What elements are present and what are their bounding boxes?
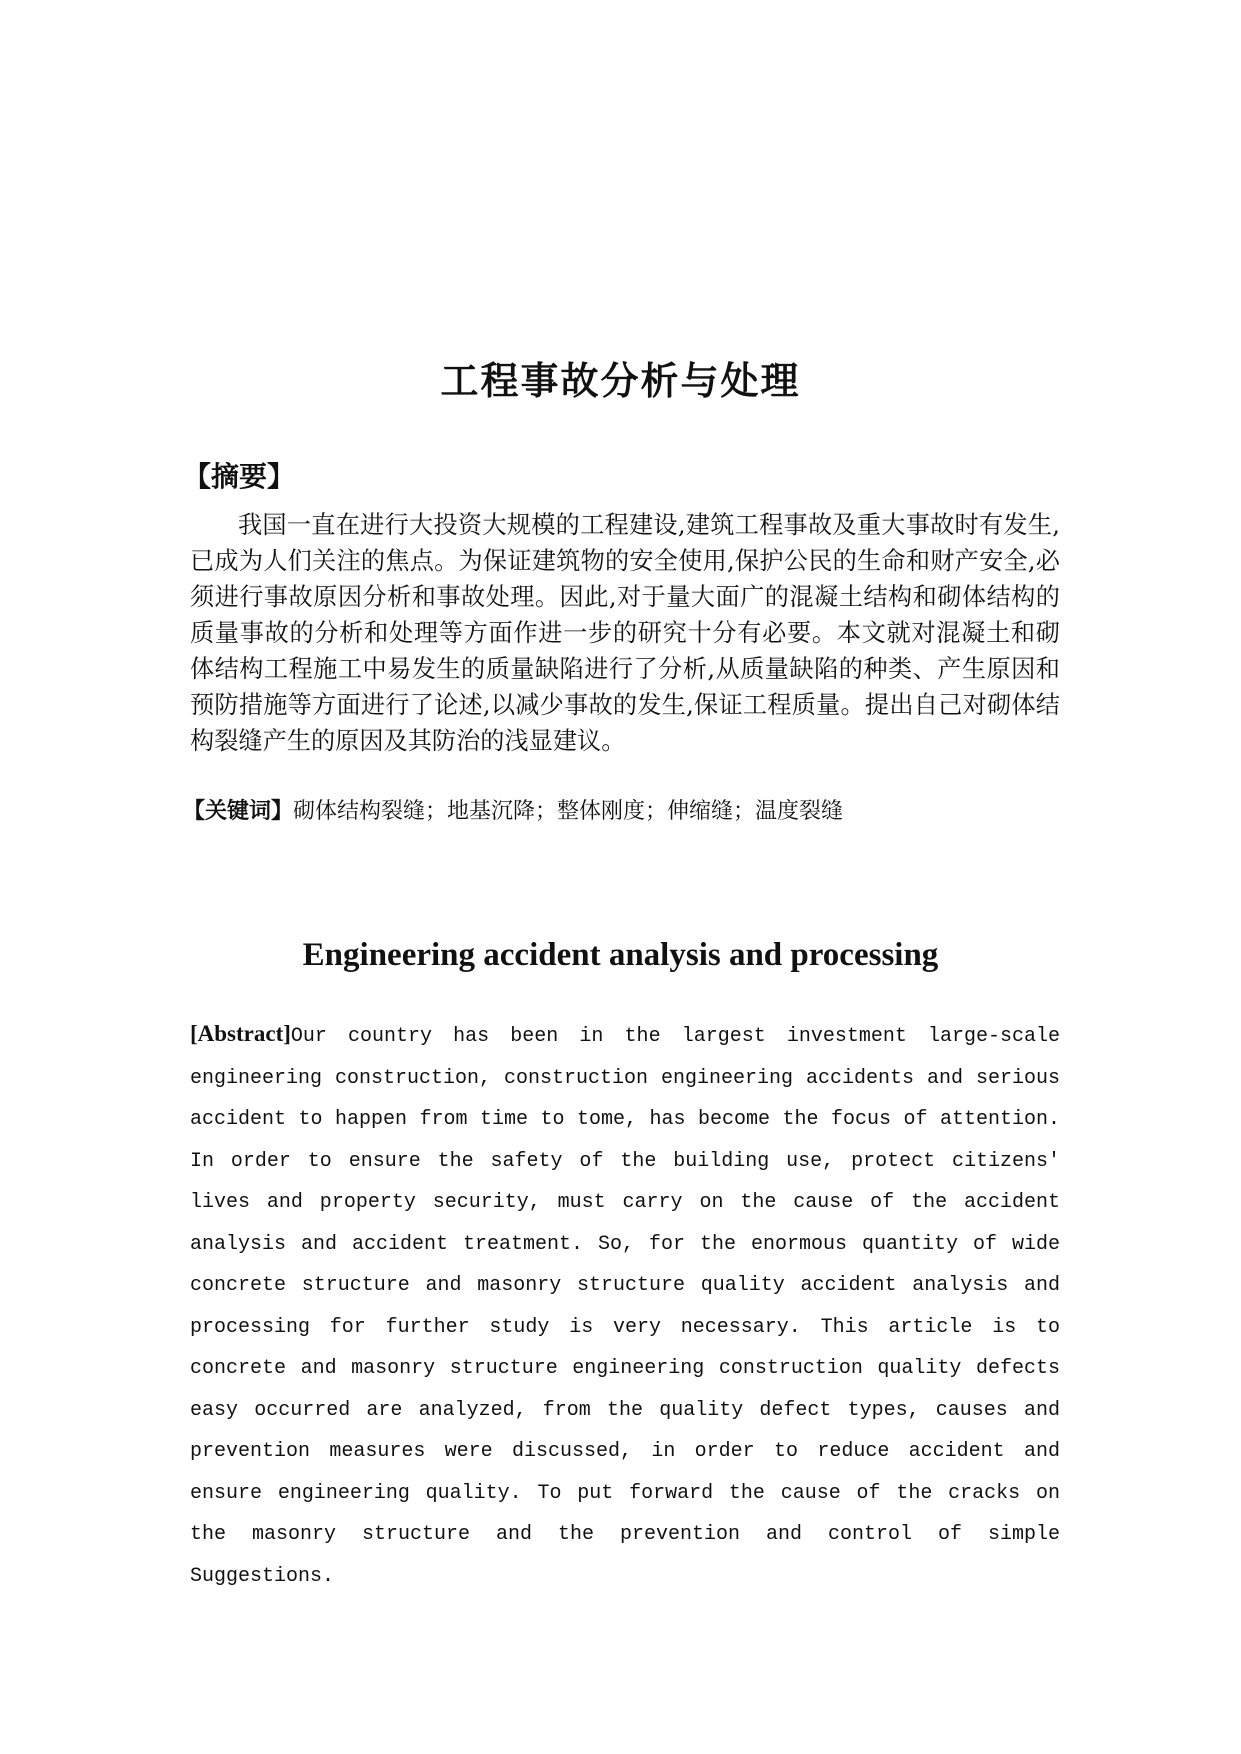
chinese-keywords	[183, 794, 843, 825]
english-title: Engineering accident analysis and processing	[302, 937, 939, 973]
english-abstract-text: Our country has been in the largest investment large-scale engineering construction, construction engineering accidents and serious accident to happen from time to tome, has become the focus of attention. In order to ensure the safety of the building use, protect citizens' lives and property security, must carry on the cause of the accident analysis and accident treatment. So, for the enormous quantity of wide concrete structure and masonry structure quality accident analysis and processing for further study is very necessary. This article is to concrete and masonry structure engineering construction quality defects easy occurred are analyzed, from the quality defect types, causes and prevention measures were discussed, in order to reduce accident and ensure engineering quality. To put forward the cause of the cracks on the masonry structure and the prevention and control of simple Suggestions.	[190, 1025, 1060, 1588]
chinese-abstract-heading: 【摘要】	[183, 460, 296, 493]
keywords-list: 砌体结构裂缝；地基沉降；整体刚度；伸缩缝；温度裂缝	[293, 799, 844, 824]
chinese-abstract-text: 我国一直在进行大投资大规模的工程建设,建筑工程事故及重大事故时有发生,已成为人们关注的焦点。为保证建筑物的安全使用,保护公民的生命和财产安全,必须进行事故原因分析和事故处理。因此,对于量大面广的混凝土结构和砌体结构的质量事故的分析和处理等方面作进一步的研究十分有必要。本文就对混凝土和砌体结构工程施工中易发生的质量缺陷进行了分析,从质量缺陷的种类、产生原因和预防措施等方面进行了论述,以减少事故的发生,保证工程质量。提出自己对砌体结构裂缝产生的原因及其防治的浅显建议。	[190, 511, 1060, 755]
english-abstract	[190, 1013, 1060, 1597]
english-abstract-label: [Abstract]	[190, 1021, 291, 1046]
keywords-label: 【关键词】	[183, 799, 294, 824]
chinese-title: 工程事故分析与处理	[440, 358, 801, 403]
